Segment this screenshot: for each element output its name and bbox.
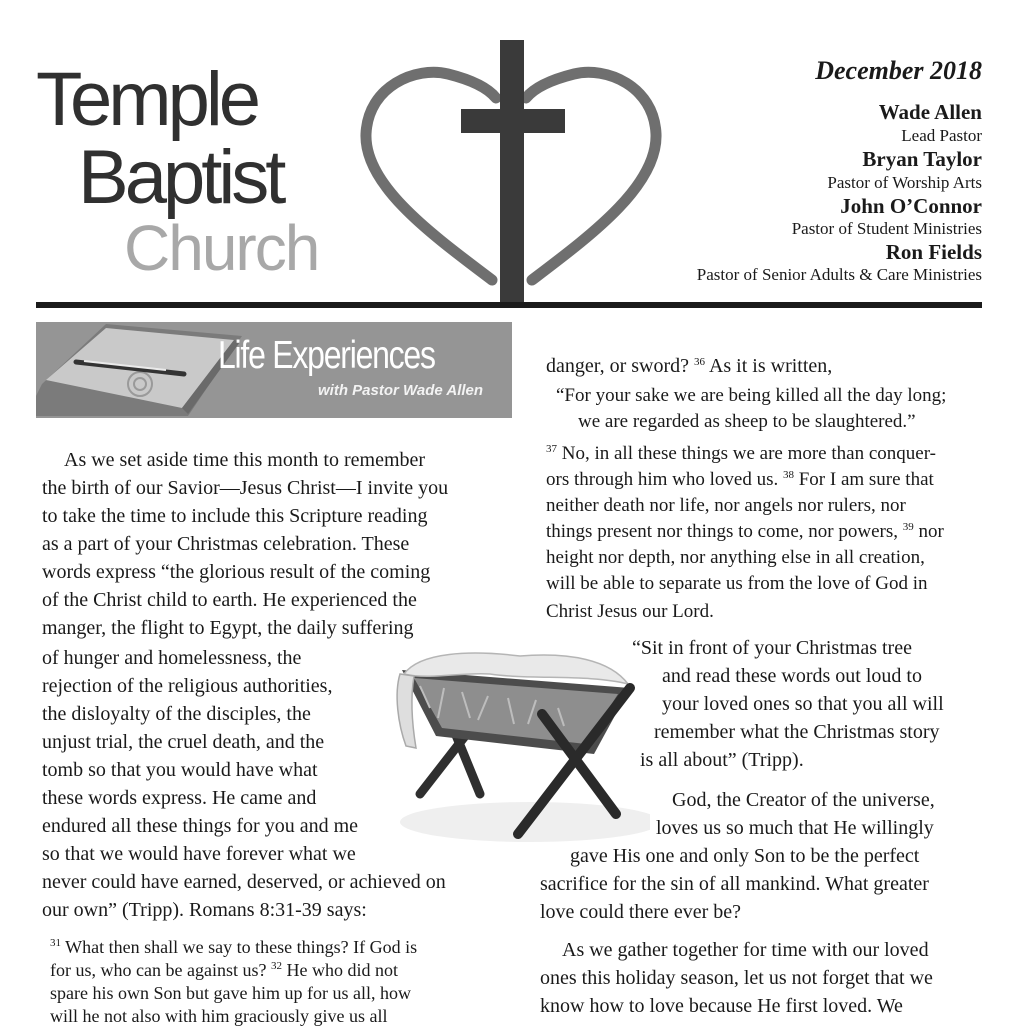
- scripture-line: [546, 352, 832, 380]
- paragraph-line: God, the Creator of the universe,: [672, 789, 935, 811]
- scripture-line: will he not also with him graciously give us all: [50, 1006, 388, 1026]
- verse-text: things present nor things to come, nor powers,: [546, 521, 903, 542]
- scripture-line: neither death nor life, nor angels nor rulers, nor: [546, 495, 906, 516]
- staff-name-1: Wade Allen: [878, 100, 982, 124]
- manger-photo: [380, 644, 650, 850]
- logo-word-baptist: Baptist: [78, 135, 283, 220]
- verse-text: He who did not: [281, 960, 398, 980]
- paragraph-line: As we gather together for time with our loved: [562, 939, 929, 961]
- staff-title-3: Pastor of Student Ministries: [791, 219, 982, 238]
- paragraph-line: our own” (Tripp). Romans 8:31-39 says:: [42, 899, 367, 921]
- paragraph-line: of hunger and homelessness, the: [42, 647, 302, 669]
- logo-word-temple: Temple: [36, 57, 257, 142]
- verse-number: 31: [50, 937, 61, 949]
- scripture-line: [50, 936, 417, 959]
- masthead-divider: [36, 302, 982, 308]
- paragraph-line: words express “the glorious result of the coming: [42, 561, 431, 583]
- paragraph-line: the disloyalty of the disciples, the: [42, 703, 311, 725]
- staff-title-2: Pastor of Worship Arts: [827, 173, 982, 192]
- paragraph-line: manger, the flight to Egypt, the daily suffering: [42, 617, 414, 639]
- paragraph-line: rejection of the religious authorities,: [42, 675, 333, 697]
- scripture-line: height nor depth, nor anything else in all creation,: [546, 547, 925, 568]
- verse-text: for us, who can be against us?: [50, 960, 271, 980]
- staff-name-4: Ron Fields: [885, 240, 982, 264]
- pull-quote-line: is all about” (Tripp).: [640, 749, 804, 771]
- paragraph-line: to take the time to include this Scripture reading: [42, 505, 428, 527]
- staff-name-2: Bryan Taylor: [862, 147, 982, 171]
- paragraph-line: of the Christ child to earth. He experienced the: [42, 589, 417, 611]
- paragraph-line: the birth of our Savior—Jesus Christ—I invite you: [42, 477, 449, 499]
- pull-quote-line: and read these words out loud to: [662, 665, 922, 687]
- staff-title-1: Lead Pastor: [901, 126, 982, 145]
- verse-text: No, in all these things we are more than conquer-: [557, 443, 936, 464]
- scripture-line: [546, 440, 936, 468]
- verse-number: 36: [694, 356, 706, 368]
- staff-name-3: John O’Connor: [840, 194, 982, 218]
- staff-title-4: Pastor of Senior Adults & Care Ministries: [696, 265, 982, 284]
- scripture-line: [546, 466, 934, 494]
- verse-number: 37: [546, 443, 557, 455]
- logo-word-church: Church: [124, 212, 319, 284]
- verse-text: ors through him who loved us.: [546, 469, 783, 490]
- paragraph-line: gave His one and only Son to be the perfect: [570, 845, 920, 867]
- scripture-quote-line: we are regarded as sheep to be slaughtered.”: [578, 411, 916, 432]
- verse-text: danger, or sword?: [546, 355, 695, 377]
- cross-heart-icon: [356, 36, 666, 308]
- paragraph-line: loves us so much that He willingly: [656, 817, 934, 839]
- scripture-line: will be able to separate us from the love of God in: [546, 573, 928, 594]
- issue-date: December 2018: [815, 56, 982, 85]
- paragraph-line: endured all these things for you and me: [42, 815, 359, 837]
- paragraph-line: unjust trial, the cruel death, and the: [42, 731, 325, 753]
- paragraph-line: love could there ever be?: [540, 901, 742, 923]
- scripture-line: spare his own Son but gave him up for us all, how: [50, 983, 411, 1003]
- scripture-quote-line: “For your sake we are being killed all the day long;: [556, 385, 947, 406]
- pull-quote-line: “Sit in front of your Christmas tree: [632, 637, 912, 659]
- verse-text: As it is written,: [705, 355, 833, 377]
- column-title: Life Experiences: [218, 334, 435, 377]
- verse-number: 39: [902, 521, 914, 533]
- paragraph-line: sacrifice for the sin of all mankind. What greater: [540, 873, 929, 895]
- pull-quote-line: remember what the Christmas story: [654, 721, 940, 743]
- column-byline: with Pastor Wade Allen: [318, 382, 484, 399]
- paragraph-line: tomb so that you would have what: [42, 759, 318, 781]
- paragraph-line: so that we would have forever what we: [42, 843, 356, 865]
- scripture-line: Christ Jesus our Lord.: [546, 601, 714, 622]
- verse-text: What then shall we say to these things? If God is: [61, 937, 418, 957]
- verse-number: 32: [270, 960, 282, 972]
- verse-text: nor: [913, 521, 944, 542]
- paragraph-line: these words express. He came and: [42, 787, 317, 809]
- pull-quote-line: your loved ones so that you all will: [662, 693, 944, 715]
- scripture-line: [546, 518, 944, 546]
- scripture-line: [50, 959, 398, 982]
- verse-text: For I am sure that: [793, 469, 934, 490]
- paragraph-line: as a part of your Christmas celebration. These: [42, 533, 410, 555]
- verse-number: 38: [782, 469, 794, 481]
- paragraph-line: never could have earned, deserved, or achieved on: [42, 871, 446, 893]
- paragraph-line: ones this holiday season, let us not forget that we: [540, 967, 933, 989]
- paragraph-line: know how to love because He first loved. We: [540, 995, 903, 1017]
- paragraph-line: As we set aside time this month to remember: [64, 449, 426, 471]
